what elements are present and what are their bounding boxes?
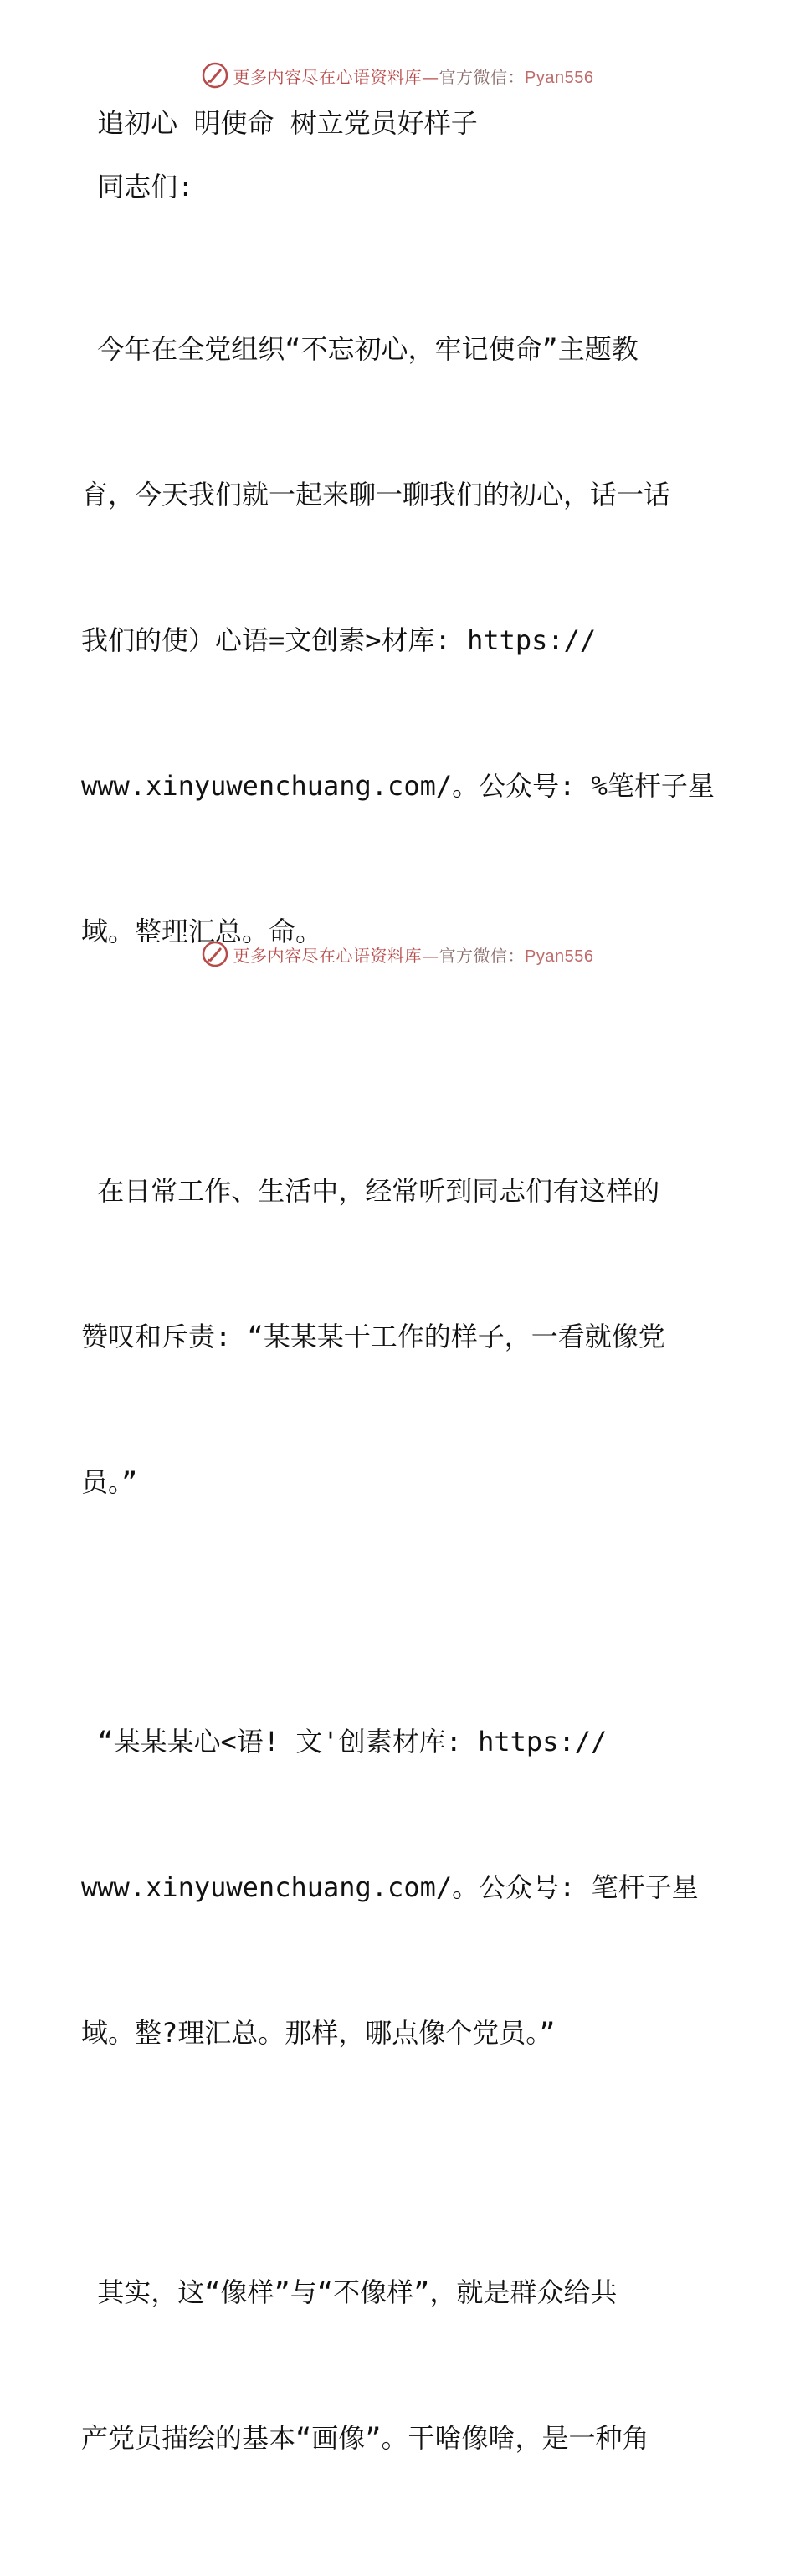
paragraph-line: 育，今天我们就一起来聊一聊我们的初心，话一话	[81, 479, 671, 511]
paragraph-line: “某某某心<语! 文'创素材库: https://	[81, 1726, 608, 1758]
banner-dash: —	[422, 945, 439, 966]
paragraph-line: www.xinyuwenchuang.com/。公众号: %笔杆子星	[81, 770, 715, 802]
paragraph-3	[81, 1620, 717, 2154]
document-body	[81, 99, 717, 2576]
paragraph-line: 我们的使）心语=文创素>材库: https://	[81, 624, 597, 656]
quill-logo-icon	[202, 941, 228, 967]
banner-main-text: 更多内容尽在心语资料库	[233, 66, 423, 87]
greeting: 同志们:	[81, 171, 194, 203]
quill-logo-icon	[202, 62, 228, 89]
header-banner	[0, 59, 795, 92]
banner-official-label: 官方微信：	[439, 945, 526, 966]
paragraph-1	[81, 228, 717, 1053]
paragraph-line: www.xinyuwenchuang.com/。公众号: 笔杆子星	[81, 1871, 699, 1903]
banner-main-text: 更多内容尽在心语资料库	[233, 945, 423, 966]
paragraph-4	[81, 2171, 717, 2559]
banner-wechat-id: Pyan556	[525, 68, 594, 87]
paragraph-line: 员。”	[81, 1466, 138, 1498]
document-title: 追初心 明使命 树立党员好样子	[81, 107, 478, 139]
paragraph-line: 在日常工作、生活中，经常听到同志们有这样的	[81, 1175, 660, 1207]
paragraph-line: 产党员描绘的基本“画像”。干啥像啥，是一种角	[81, 2422, 649, 2454]
banner-wechat-id: Pyan556	[525, 947, 594, 966]
banner-text	[233, 942, 594, 967]
paragraph-2	[81, 1070, 717, 1604]
banner-text	[233, 64, 594, 88]
paragraph-line: 今年在全党组织“不忘初心，牢记使命”主题教	[81, 333, 639, 365]
footer-banner	[0, 937, 795, 971]
banner-official-label: 官方微信：	[439, 66, 526, 87]
paragraph-line: 其实，这“像样”与“不像样”，就是群众给共	[81, 2276, 618, 2308]
paragraph-line: 域。整?理汇总。那样，哪点像个党员。”	[81, 2017, 556, 2049]
paragraph-line: 赞叹和斥责: “某某某干工作的样子，一看就像党	[81, 1321, 665, 1352]
paragraph-line: 域。整理汇总。命。	[81, 916, 323, 947]
banner-dash: —	[422, 66, 439, 87]
